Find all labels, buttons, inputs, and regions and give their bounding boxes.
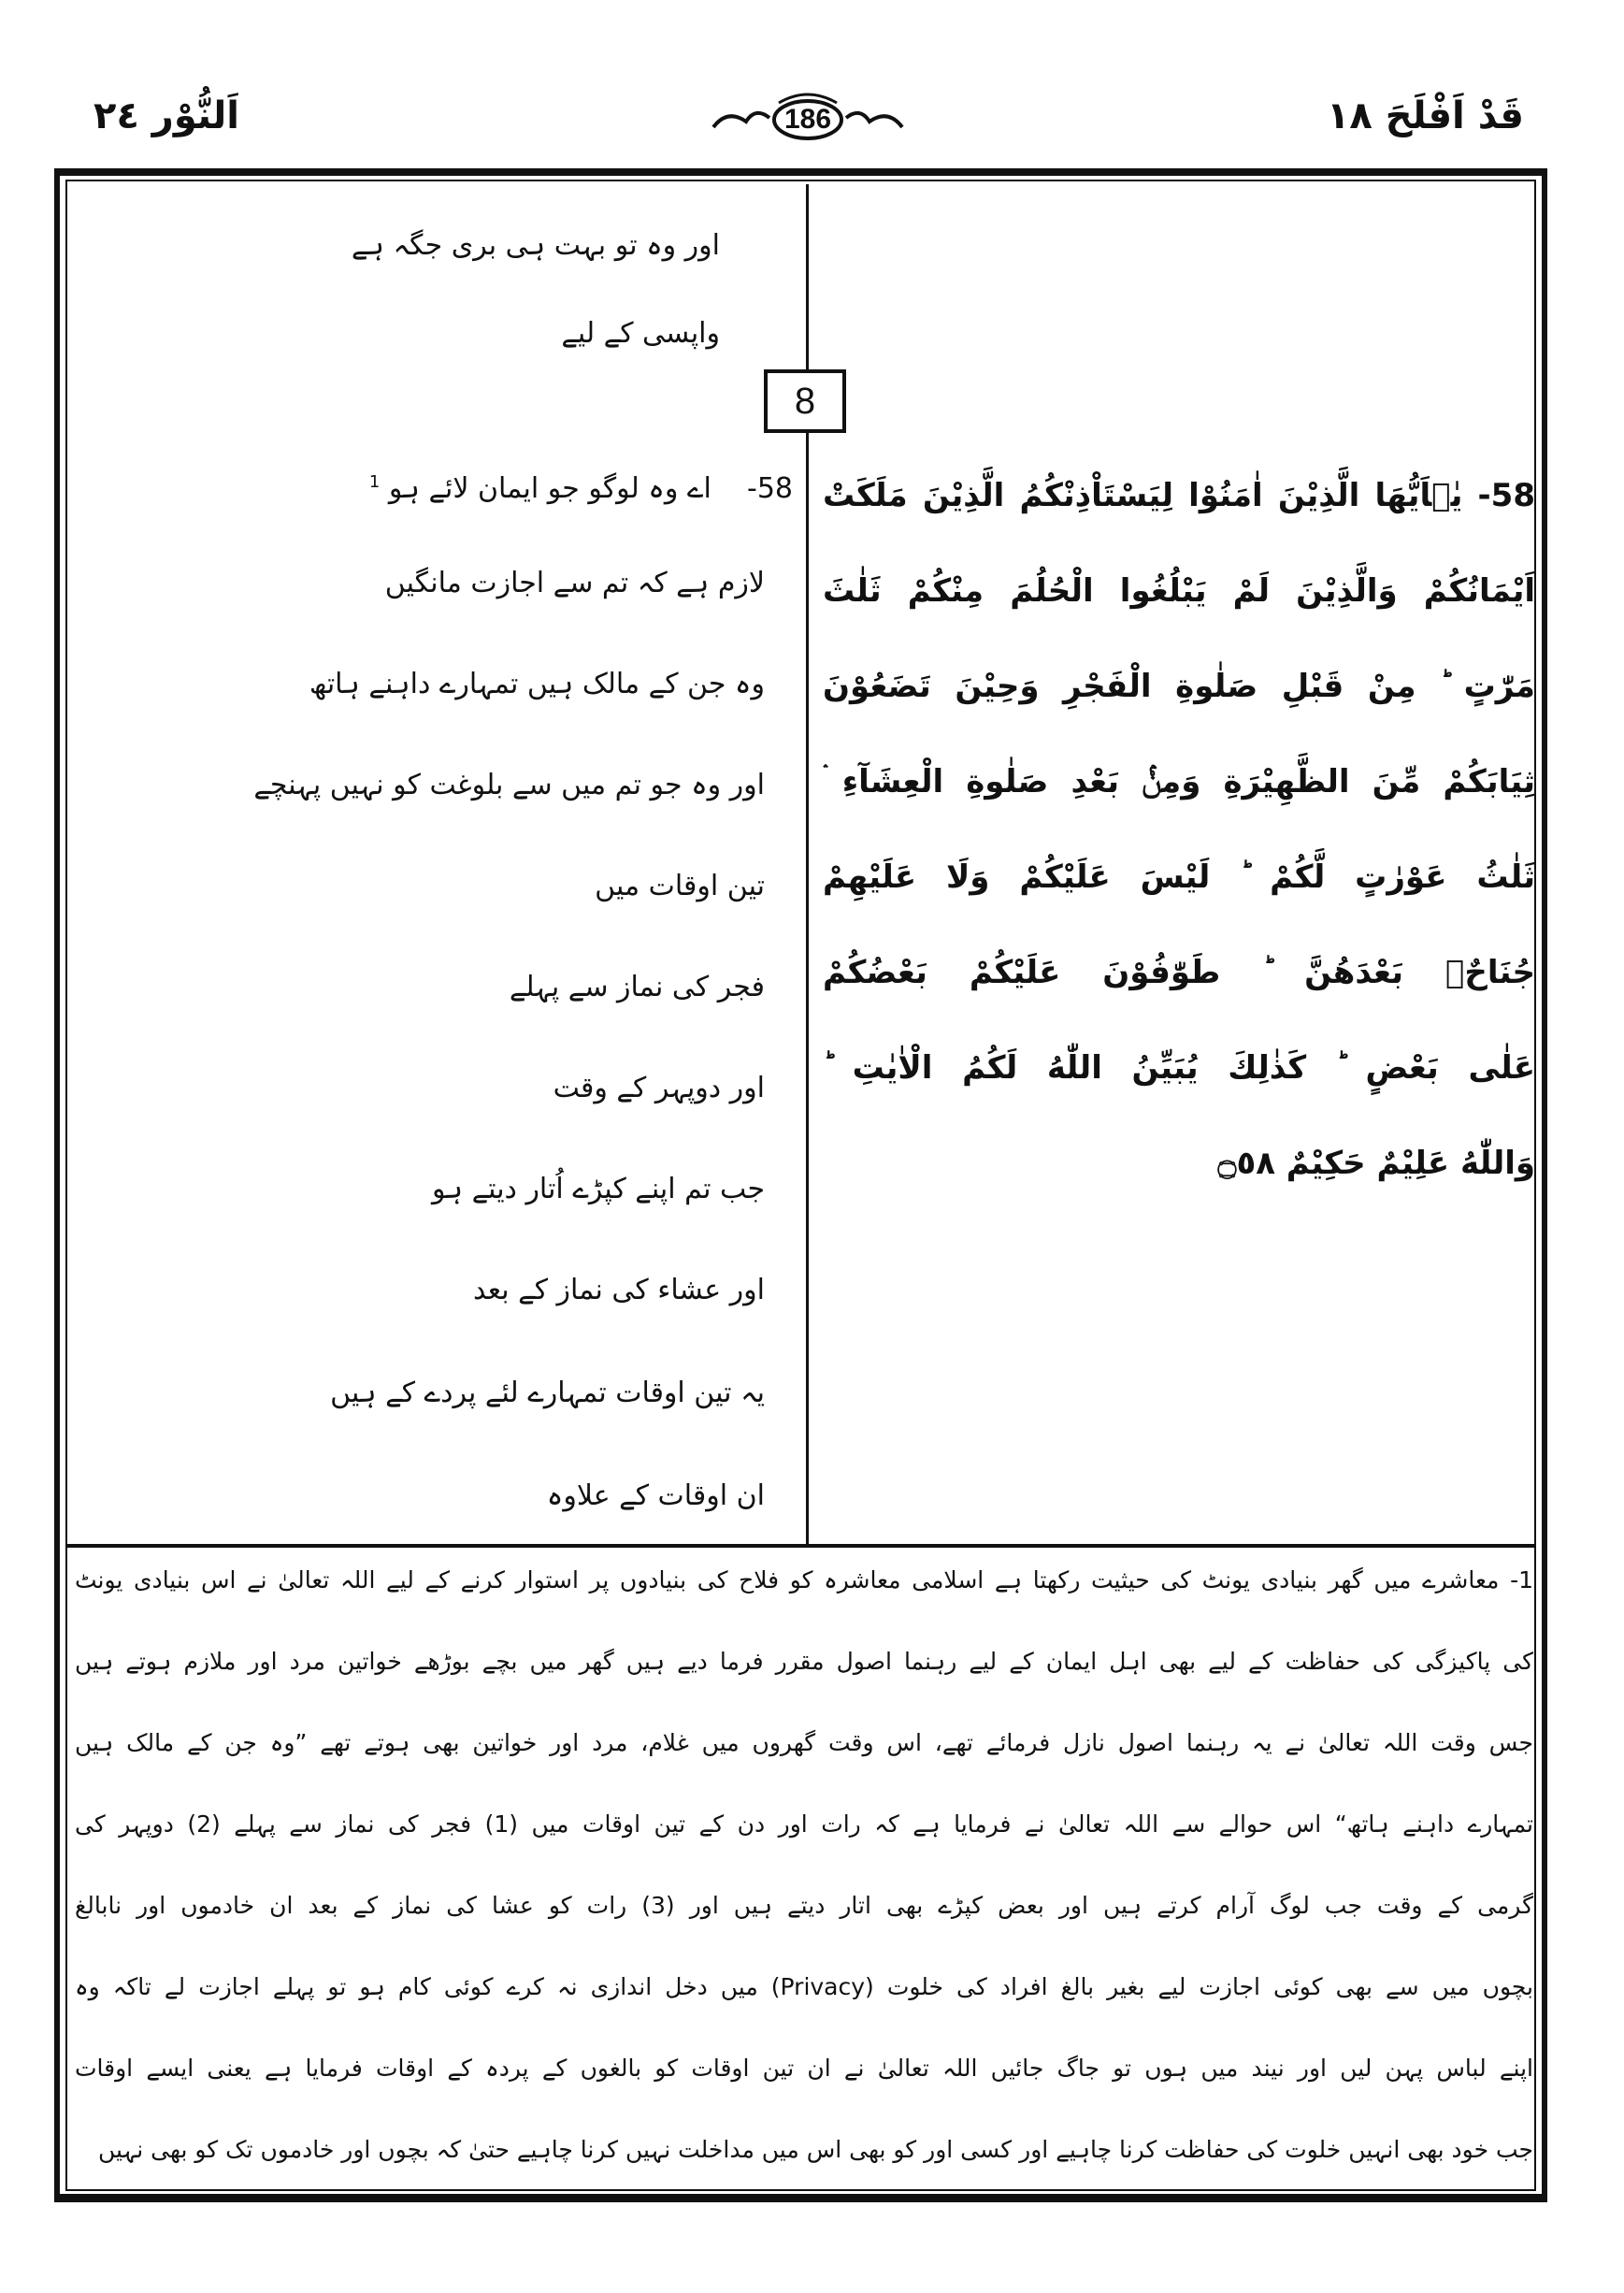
arabic-line: مَرّٰتٍ ؕ مِنْ قَبْلِ صَلٰوةِ الْفَجْرِ وَحِيْنَ تَضَعُوْنَ (823, 668, 1535, 705)
footnote-line (75, 1552, 1533, 1608)
arabic-line: عَلٰى بَعْضٍ ؕ كَذٰلِكَ يُبَيِّنُ اللّٰهُ لَكُمُ الْاٰيٰتِ ؕ (823, 1049, 1535, 1087)
footnote-line: جس وقت اللہ تعالیٰ نے یہ رہنما اصول نازل فرمائے تھے، اس وقت گھروں میں غلام، مرد اور خواتین بھی ہوتے تھے ”وہ جن کے مالک ہیں (75, 1729, 1533, 1756)
footnote-line: اپنے لباس پہن لیں اور نیند میں ہوں تو جاگ جائیں اللہ تعالیٰ نے ان تین اوقات کو بالغوں کے پردہ کے اوقات فرمایا ہے یعنی ایسے اوقات (75, 2055, 1533, 2082)
translation-line: تین اوقات میں (595, 870, 765, 902)
verse-number: 58- (746, 472, 793, 505)
translation-line: لازم ہے کہ تم سے اجازت مانگیں (384, 567, 765, 599)
ruku-number-box: 8 (764, 369, 846, 433)
page-number: 186 (783, 104, 832, 135)
translation-verse-line (84, 454, 793, 511)
translation-line: جب تم اپنے کپڑے اُتار دیتے ہو (431, 1173, 765, 1205)
surah-name-header: اَلنُّوْر ٢٤ (93, 94, 239, 137)
translation-line: اور دوپہر کے وقت (553, 1072, 765, 1104)
page-number-ornament (704, 90, 912, 142)
translation-line: ان اوقات کے علاوہ (546, 1479, 765, 1512)
arabic-line: ثِيَابَكُمْ مِّنَ الظَّهِيْرَةِ وَمِنْۢ بَعْدِ صَلٰوةِ الْعِشَآءِ ۛ (823, 763, 1535, 800)
footnote-line: تمہارے داہنے ہاتھ“ اس حوالے سے اللہ تعالیٰ نے فرمایا ہے کہ رات اور دن کے تین اوقات میں (1) فجر کی نماز سے پہلے (2) دوپہر کی (75, 1810, 1533, 1838)
footnote-text: معاشرے میں گھر بنیادی یونٹ کی حیثیت رکھتا ہے اسلامی معاشرہ کو فلاح کی بنیادوں پر استوار کرنے کے لیے اللہ تعالیٰ نے اس بنیادی یونٹ (75, 1566, 1500, 1594)
footnote-line: کی پاکیزگی کی حفاظت کے لیے بھی اہل ایمان کے لیے رہنما اصول مقرر فرما دیے ہیں گھر میں بچے بوڑھے خواتین مرد اور ملازم ہوتے ہیں (75, 1648, 1533, 1675)
translation-line: یہ تین اوقات تمہارے لئے پردے کے ہیں (330, 1377, 765, 1409)
arabic-line: وَاللّٰهُ عَلِيْمٌ حَكِيْمٌ ۝٥٨ (1217, 1145, 1535, 1182)
translation-line: اور وہ تو بہت ہی بری جگہ ہے (351, 229, 720, 262)
arabic-line: اَيْمَانُكُمْ وَالَّذِيْنَ لَمْ يَبْلُغُوا الْحُلُمَ مِنْكُمْ ثَلٰثَ (823, 572, 1535, 610)
arabic-line: ثَلٰثُ عَوْرٰتٍ لَّكُمْ ؕ لَيْسَ عَلَيْكُمْ وَلَا عَلَيْهِمْ (823, 858, 1535, 896)
footnote-line: جب خود بھی انہیں خلوت کی حفاظت کرنا چاہیے اور کسی اور کو بھی اس میں مداخلت نہیں کرنا چاہیے حتیٰ کہ بچوں اور خادموں تک کو بھی نہیں (98, 2136, 1533, 2163)
translation-line: فجر کی نماز سے پہلے (509, 971, 765, 1003)
footnote-divider (67, 1544, 1535, 1548)
arabic-line: جُنَاحٌۢ بَعْدَهُنَّ ؕ طَوّٰفُوْنَ عَلَيْكُمْ بَعْضُكُمْ (823, 954, 1535, 991)
footnote-marker[interactable]: 1 (368, 472, 381, 492)
juz-name-header: قَدْ اَفْلَحَ ١٨ (1326, 94, 1524, 137)
column-divider (806, 184, 809, 369)
translation-line: وہ جن کے مالک ہیں تمہارے داہنے ہاتھ (309, 668, 765, 700)
translation-line: واپسی کے لیے (561, 317, 720, 350)
translation-line: اور عشاء کی نماز کے بعد (473, 1274, 765, 1306)
footnote-number: 1- (1510, 1566, 1533, 1594)
arabic-line: 58- يٰۤاَيُّهَا الَّذِيْنَ اٰمَنُوْا لِيَسْتَاْذِنْكُمُ الَّذِيْنَ مَلَكَتْ (823, 477, 1535, 514)
translation-line: اے وہ لوگو جو ایمان لائے ہو (388, 472, 711, 505)
column-divider (806, 433, 809, 1546)
translation-line: اور وہ جو تم میں سے بلوغت کو نہیں پہنچے (253, 769, 765, 801)
footnote-line: بچوں میں سے بھی کوئی اجازت لیے بغیر بالغ افراد کی خلوت (Privacy) میں دخل اندازی نہ کرے کوئی کام ہو تو پہلے اجازت لے تاکہ وہ (75, 1973, 1533, 2000)
footnote-line: گرمی کے وقت جب لوگ آرام کرتے ہیں اور بعض کپڑے بھی اتار دیتے ہیں اور (3) رات کو عشا کی نماز کے بعد ان خادموں اور نابالغ (75, 1892, 1533, 1919)
